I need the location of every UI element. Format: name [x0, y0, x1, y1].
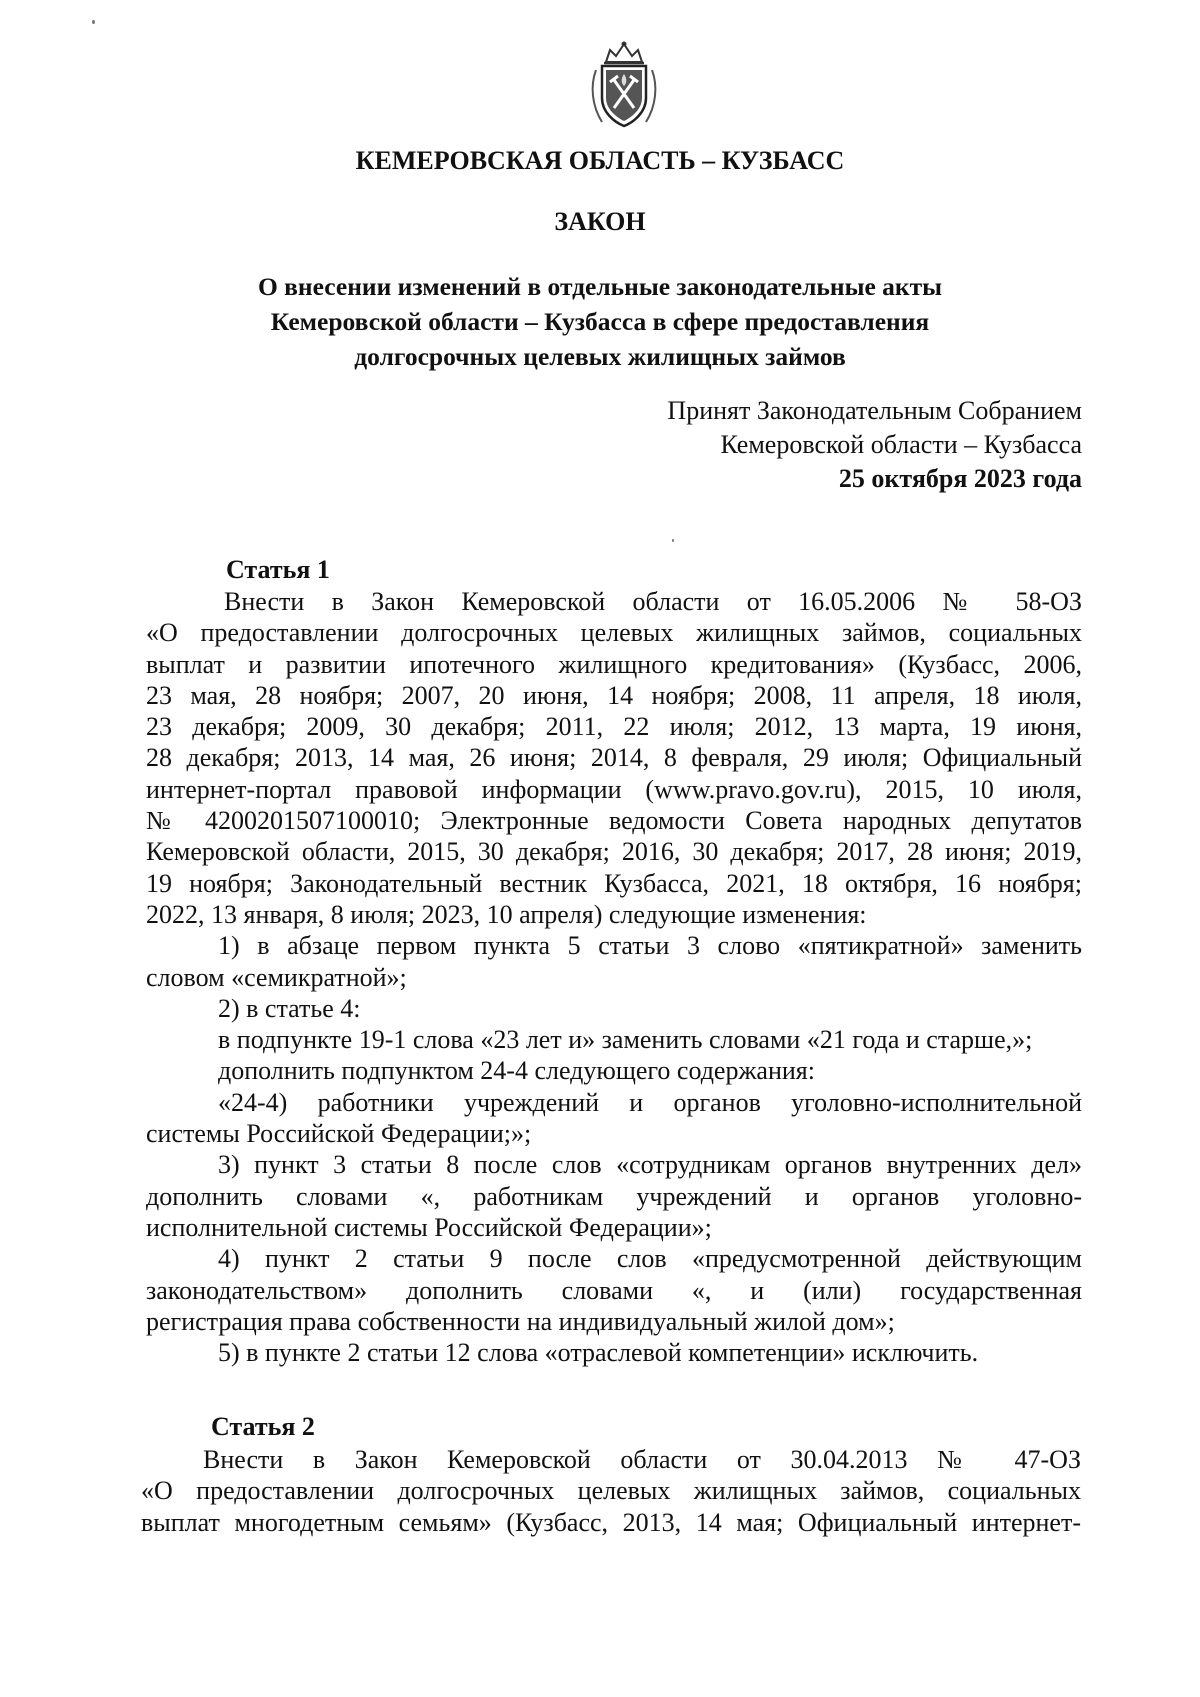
- adoption-line: Принят Законодательным Собранием: [667, 396, 1082, 425]
- article-2-heading: Статья 2: [211, 1412, 315, 1441]
- text-line: выплат и развитии ипотечного жилищного кредитования» (Кузбасс, 2006,: [146, 649, 1082, 679]
- text-line: 2022, 13 января, 8 июля; 2023, 10 апреля) следующие изменения:: [146, 899, 867, 929]
- text-line: 19 ноября; Законодательный вестник Кузбасса, 2021, 18 октября, 16 ноября;: [146, 868, 1082, 898]
- scan-speck: [92, 20, 95, 24]
- document-type-heading: ЗАКОН: [554, 207, 646, 236]
- text-line: 23 мая, 28 ноября; 2007, 20 июня, 14 ноября; 2008, 11 апреля, 18 июля,: [146, 680, 1082, 710]
- text-line: «24-4) работники учреждений и органов уголовно-исполнительной: [218, 1087, 1082, 1117]
- text-line: Внести в Закон Кемеровской области от 30.04.2013 № 47-ОЗ: [203, 1445, 1081, 1474]
- text-line: интернет-портал правовой информации (www.pravo.gov.ru), 2015, 10 июля,: [146, 774, 1082, 804]
- text-line: «О предоставлении долгосрочных целевых жилищных займов, социальных: [141, 1476, 1081, 1506]
- text-line: словом «семикратной»;: [146, 962, 407, 992]
- text-line: 23 декабря; 2009, 30 декабря; 2011, 22 июля; 2012, 13 марта, 19 июня,: [146, 712, 1082, 742]
- law-title-line: Кемеровской области – Кузбасса в сфере предоставления: [270, 307, 930, 336]
- article-1-heading: Статья 1: [226, 555, 330, 584]
- text-line: 28 декабря; 2013, 14 мая, 26 июня; 2014, 8 февраля, 29 июля; Официальный: [146, 743, 1082, 773]
- coat-of-arms-emblem: [588, 36, 660, 132]
- text-line: регистрация права собственности на индивидуальный жилой дом»;: [146, 1306, 895, 1336]
- law-title-line: О внесении изменений в отдельные законодательные акты: [257, 272, 943, 301]
- text-line: 1) в абзаце первом пункта 5 статьи 3 слово «пятикратной» заменить: [218, 931, 1082, 961]
- text-line: 2) в статье 4:: [218, 993, 361, 1023]
- text-line: в подпункте 19-1 слова «23 лет и» заменить словами «21 года и старше,»;: [218, 1025, 1033, 1055]
- region-heading: КЕМЕРОВСКАЯ ОБЛАСТЬ – КУЗБАСС: [355, 146, 845, 175]
- text-line: № 4200201507100010; Электронные ведомости Совета народных депутатов: [146, 806, 1082, 836]
- text-line: 3) пункт 3 статьи 8 после слов «сотрудникам органов внутренних дел»: [218, 1150, 1082, 1180]
- law-title-line: долгосрочных целевых жилищных займов: [354, 342, 846, 371]
- text-line: законодательством» дополнить словами «, и (или) государственная: [146, 1275, 1082, 1305]
- text-line: дополнить подпунктом 24-4 следующего содержания:: [218, 1056, 815, 1086]
- text-line: системы Российской Федерации;»;: [146, 1119, 532, 1149]
- adoption-line: Кемеровской области – Кузбасса: [720, 430, 1082, 459]
- text-line: 5) в пункте 2 статьи 12 слова «отраслевой компетенции» исключить.: [218, 1338, 979, 1368]
- text-line: 4) пункт 2 статьи 9 после слов «предусмотренной действующим: [218, 1244, 1082, 1274]
- scan-speck: [672, 539, 674, 542]
- adoption-date: 25 октября 2023 года: [838, 464, 1082, 493]
- article-2-text: [141, 1444, 1081, 1538]
- law-title: [0, 269, 1200, 374]
- text-line: «О предоставлении долгосрочных целевых жилищных займов, социальных: [146, 618, 1082, 648]
- article-1-text: [146, 586, 1082, 1368]
- text-line: исполнительной системы Российской Федерации»;: [146, 1212, 712, 1242]
- text-line: выплат многодетным семьям» (Кузбасс, 2013, 14 мая; Официальный интернет-: [141, 1507, 1081, 1537]
- adoption-block: [667, 394, 1082, 496]
- text-line: Внести в Закон Кемеровской области от 16.05.2006 № 58-ОЗ: [224, 587, 1082, 616]
- text-line: Кемеровской области, 2015, 30 декабря; 2016, 30 декабря; 2017, 28 июня; 2019,: [146, 837, 1082, 867]
- text-line: дополнить словами «, работникам учреждений и органов уголовно-: [146, 1181, 1082, 1211]
